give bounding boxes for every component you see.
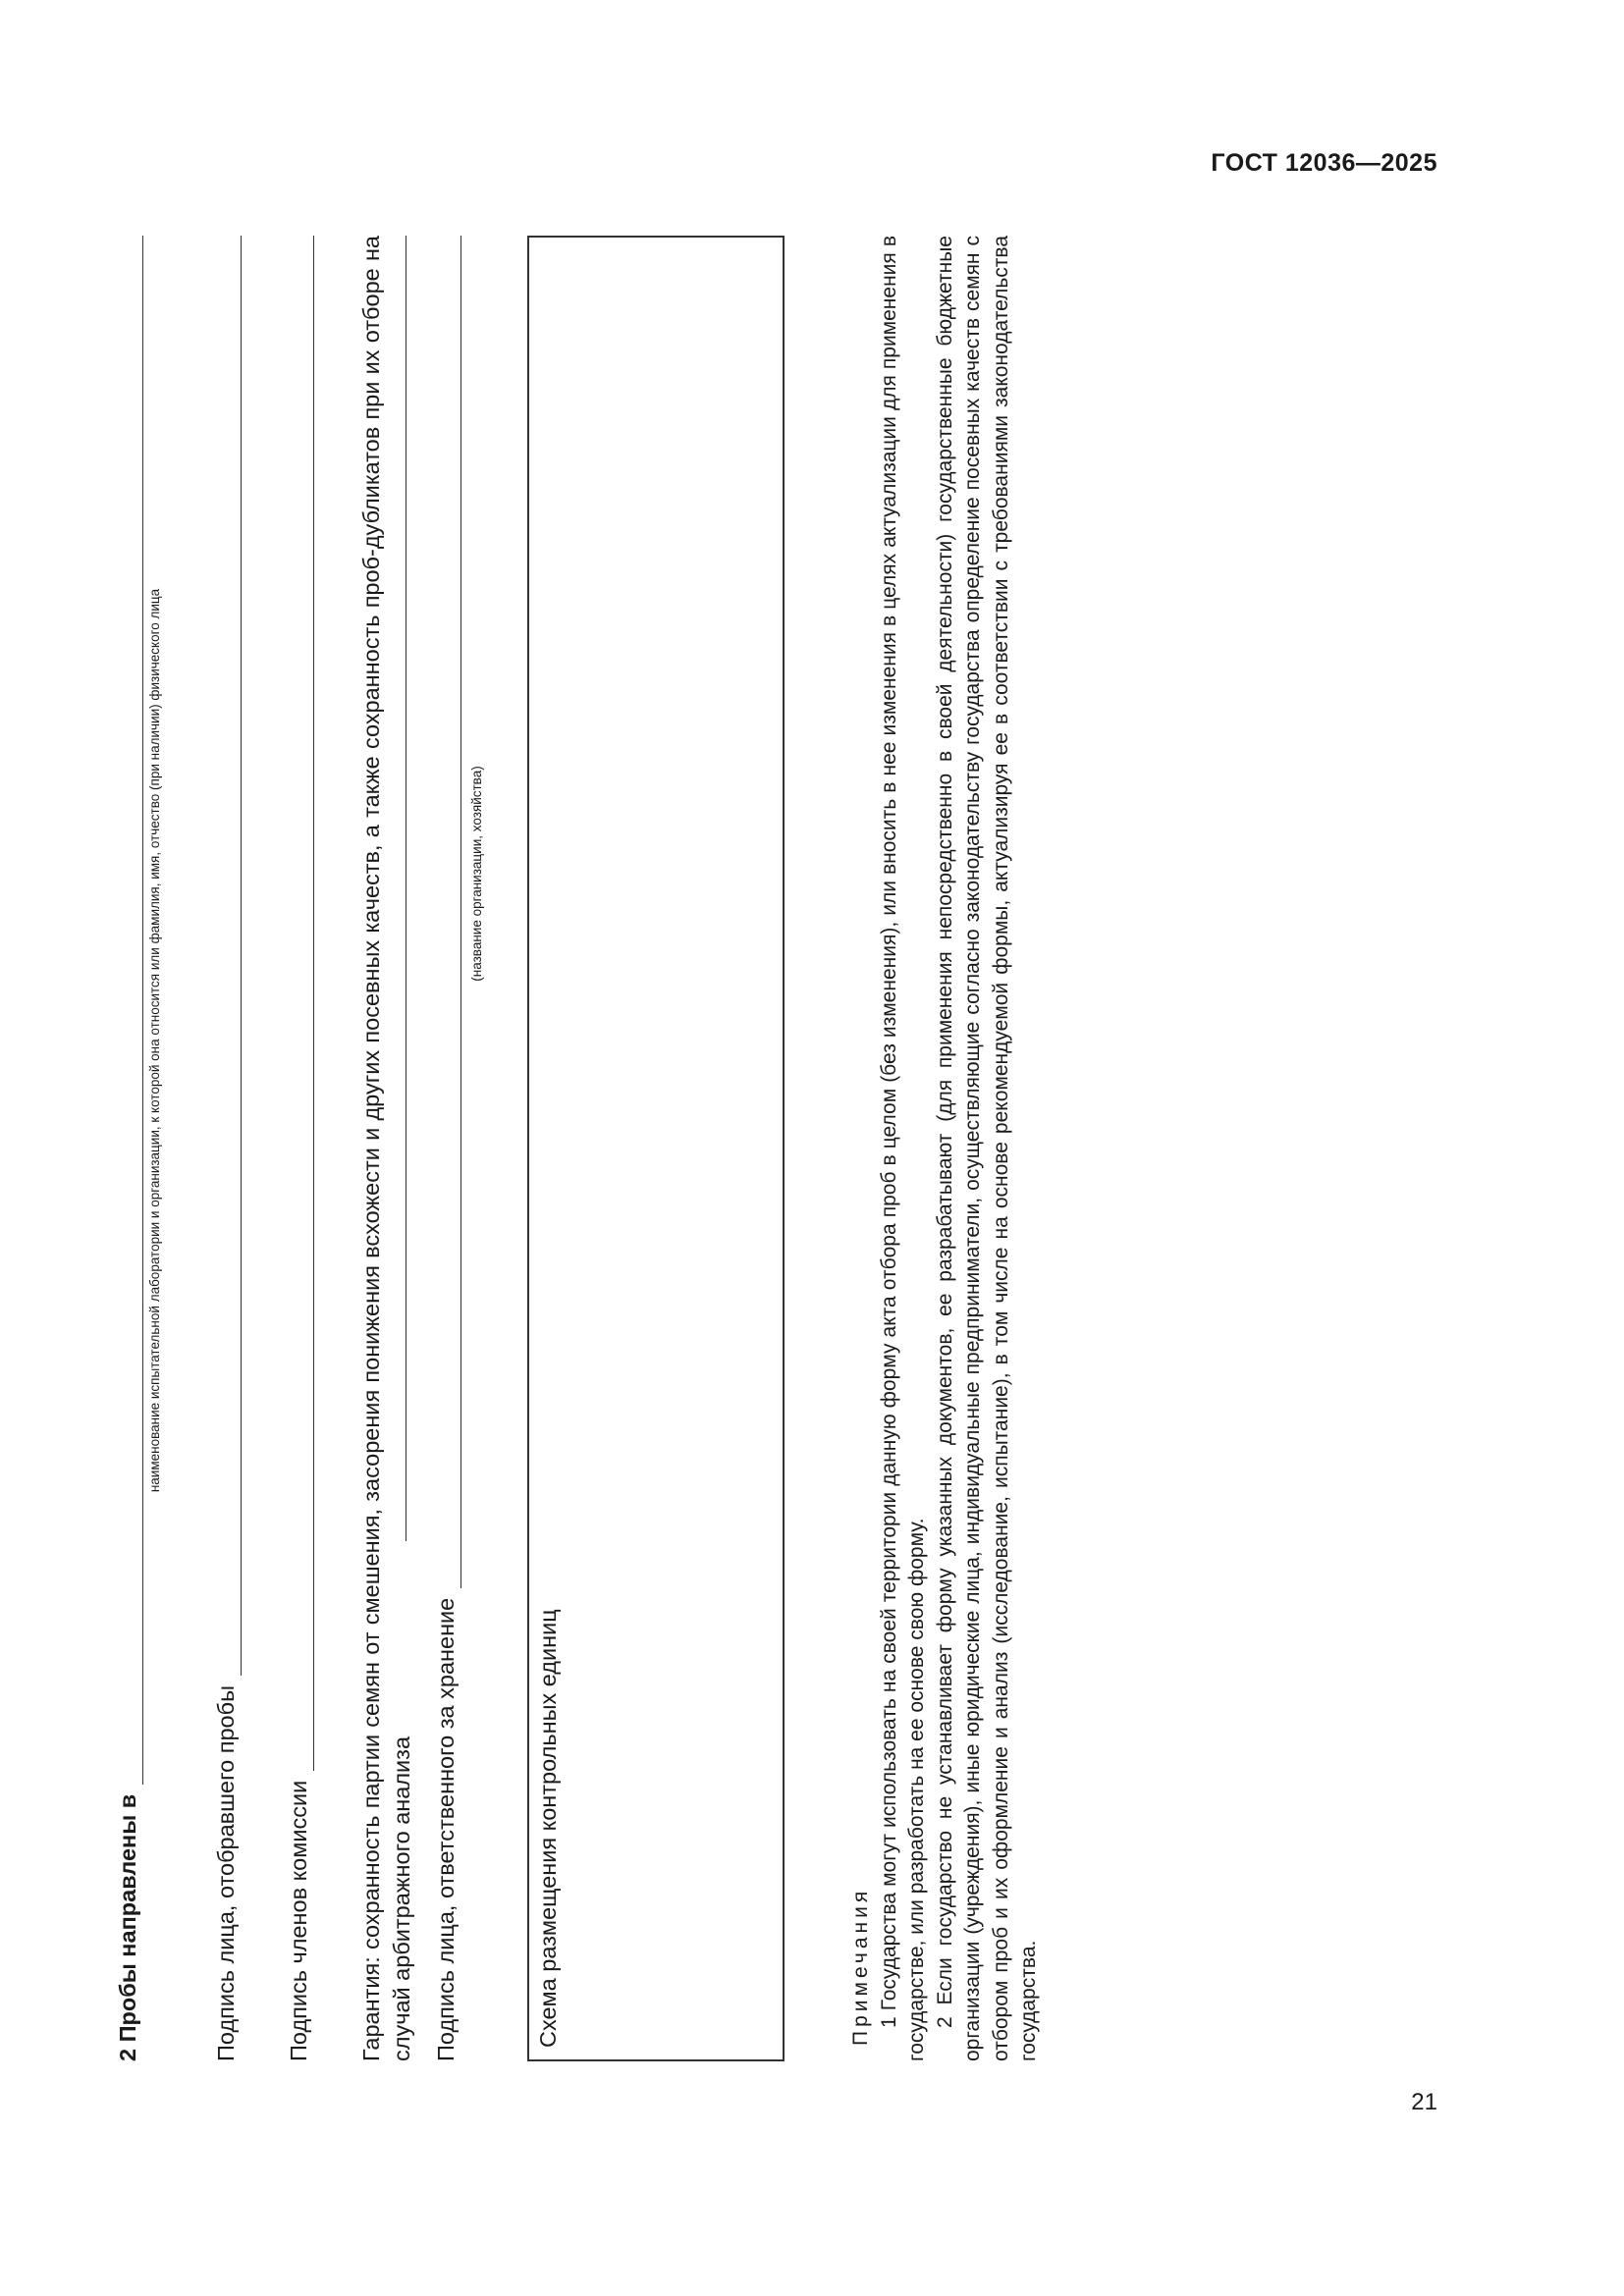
scheme-box[interactable] bbox=[527, 236, 785, 2061]
storage-hint: (название организации, хозяйства) bbox=[469, 766, 484, 982]
samples-sent-hint: наименование испытательной лаборатории и организации, к которой она относится или фамилия, имя, отчество (при наличии) физического лица bbox=[147, 588, 162, 1493]
samples-sent-field[interactable] bbox=[142, 236, 143, 1785]
sampler-signature-row bbox=[211, 236, 242, 2061]
storage-signature-field[interactable] bbox=[460, 236, 461, 1588]
commission-signature-field[interactable] bbox=[313, 236, 314, 1771]
storage-signature-row bbox=[431, 236, 461, 2061]
commission-signature-label: Подпись членов комиссии bbox=[286, 1780, 311, 2061]
samples-sent-row bbox=[113, 236, 143, 2061]
sampler-signature-field[interactable] bbox=[241, 236, 242, 1676]
rotated-form bbox=[113, 236, 1041, 2061]
page-number: 21 bbox=[1411, 2089, 1437, 2115]
scheme-label: Схема размещения контрольных единиц bbox=[535, 1609, 561, 2048]
note-1: 1 Государства могут использовать на своей территории данную форму акта отбора проб в целом (без изменения), или вносить в нее изменения в целях актуализации для применения в государстве, или разработать на ее основе свою форму. bbox=[877, 236, 929, 2061]
samples-sent-label: 2 Пробы направлены в bbox=[115, 1793, 140, 2061]
storage-signature-label: Подпись лица, ответственного за хранение bbox=[433, 1597, 459, 2061]
commission-signature-row bbox=[284, 236, 314, 2061]
standard-code: ГОСТ 12036—2025 bbox=[1211, 149, 1437, 177]
notes-heading: Примечания bbox=[849, 1887, 872, 2046]
notes-section bbox=[847, 236, 1044, 2061]
sampler-signature-label: Подпись лица, отобравшего пробы bbox=[213, 1685, 239, 2061]
guarantee-text: Гарантия: сохранность партии семян от смешения, засорения понижения всхожести и других посевных качеств, а также сохранность проб-дубликатов при их отборе на случай арбитражного анализа bbox=[358, 236, 414, 2061]
note-2: 2 Если государство не устанавливает форму указанных документов, ее разрабатывают (для применения непосредственно в своей деятельности) государственные бюджетные организации (учреждения), иные юридические лица, индивидуальные предприниматели, осуществляющие согласно законодательству государства определение посевных качеств семян с отбором проб и их оформление и анализ (исследование, испытание), в том числе на основе рекомендуемой формы, актуализируя ее в соответствии с требованиями законодательства государства. bbox=[933, 236, 1041, 2061]
